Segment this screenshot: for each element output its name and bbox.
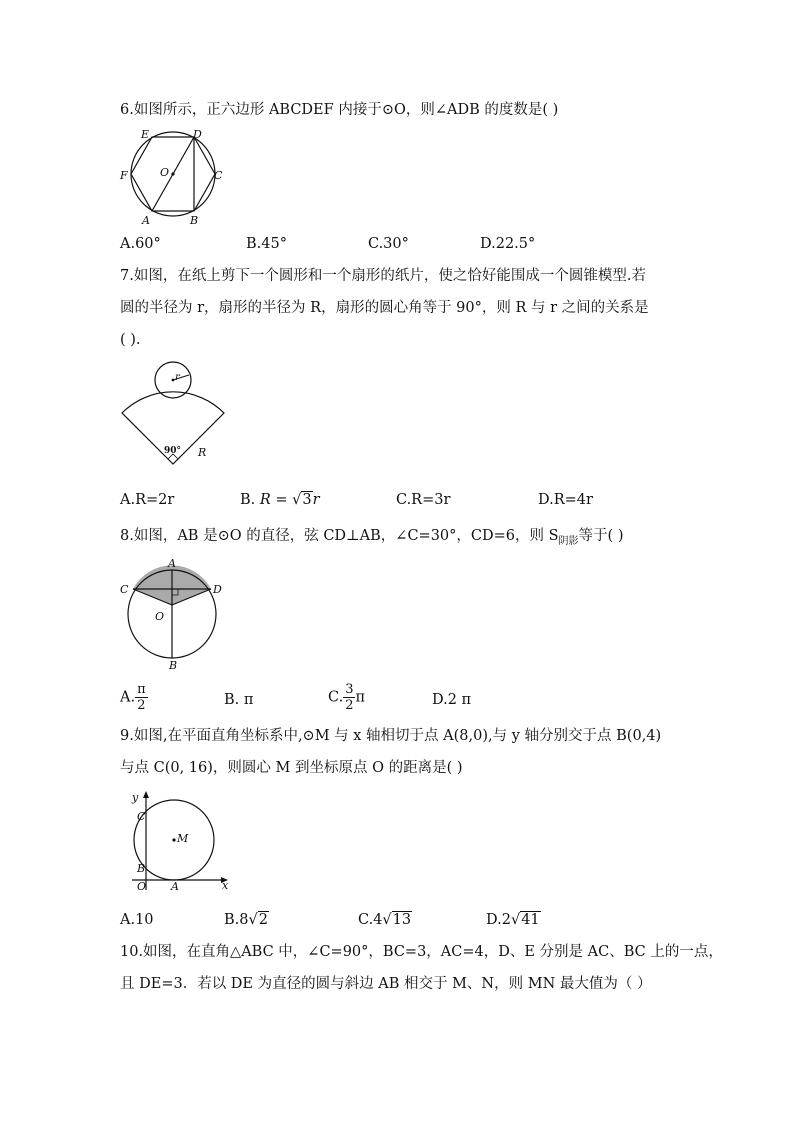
q9-option-d-root: 41 xyxy=(521,912,540,928)
q8-option-c-suffix: π xyxy=(355,689,365,706)
q6-label-f: F xyxy=(120,169,128,182)
q10-line-2: 且 DE=3．若以 DE 为直径的圆与斜边 AB 相交于 M、N，则 MN 最大值为（ ） xyxy=(120,976,652,992)
q7-line-2: 圆的半径为 r，扇形的半径为 R，扇形的圆心角等于 90°，则 R 与 r 之间的关系是 xyxy=(120,300,649,316)
q9-option-c: C.4√13 xyxy=(358,912,412,928)
q7-line-3: ( ). xyxy=(120,332,141,348)
q8-text-after: 等于( ) xyxy=(578,528,624,544)
q7-option-d: D.R=4r xyxy=(538,492,593,508)
q6-option-a: A.60° xyxy=(120,236,161,252)
q8-option-c-fraction xyxy=(343,682,355,713)
q8-option-a-numerator: π xyxy=(137,682,146,697)
q9-line-2: 与点 C(0, 16)，则圆心 M 到坐标原点 O 的距离是( ) xyxy=(120,760,463,776)
q8-option-c-numerator: 3 xyxy=(345,682,354,697)
q6-option-b: B.45° xyxy=(246,236,287,252)
q9-label-y: y xyxy=(132,791,139,804)
q7-option-b-root: 3 xyxy=(302,492,312,508)
q8-option-a xyxy=(120,682,148,713)
q8-text xyxy=(120,526,623,552)
q6-label-o: O xyxy=(160,166,170,179)
q6-label-c: C xyxy=(214,169,223,182)
q9-option-b: B.8√2 xyxy=(224,912,268,928)
q7-option-b-var: r xyxy=(312,492,320,508)
q8-text-before: 8.如图，AB 是⊙O 的直径，弦 CD⊥AB，∠C=30°，CD=6，则 S xyxy=(120,528,559,544)
q9-option-b-root: 2 xyxy=(258,912,268,928)
q9-label-x: x xyxy=(222,879,229,892)
q9-label-c: C xyxy=(137,810,146,823)
q9-option-d-prefix: D.2 xyxy=(486,912,511,928)
q9-center-dot xyxy=(172,838,175,841)
q8-label-a: A xyxy=(168,557,176,570)
q8-label-c: C xyxy=(120,583,129,596)
q9-label-o: O xyxy=(137,880,147,893)
q8-label-d: D xyxy=(213,583,222,596)
q7-figure xyxy=(118,358,228,470)
q7-label-angle: 90° xyxy=(164,446,182,456)
q9-line-1: 9.如图,在平面直角坐标系中,⊙M 与 x 轴相切于点 A(8,0),与 y 轴分别交于点 B(0,4) xyxy=(120,728,662,744)
q10-line-1: 10.如图，在直角△ABC 中，∠C=90°，BC=3，AC=4，D、E 分别是 AC、BC 上的一点， xyxy=(120,944,723,960)
q7-label-r: r xyxy=(175,372,180,383)
q9-label-a: A xyxy=(171,880,179,893)
q7-option-b-prefix: B. xyxy=(240,492,256,508)
q9-figure xyxy=(118,788,234,894)
q7-option-b: B. R = √3r xyxy=(240,492,320,508)
q9-y-arrow xyxy=(143,791,149,798)
q6-center-dot xyxy=(171,172,174,175)
q6-option-d: D.22.5° xyxy=(480,236,536,252)
q8-subscript: 阴影 xyxy=(558,535,579,547)
q6-text: 6.如图所示，正六边形 ABCDEF 内接于⊙O，则∠ADB 的度数是( ) xyxy=(120,102,559,118)
q8-option-a-denominator: 2 xyxy=(137,698,146,713)
q8-label-b: B xyxy=(169,659,178,672)
q8-option-c xyxy=(328,682,365,713)
q9-option-d: D.2√41 xyxy=(486,912,540,928)
q6-label-b: B xyxy=(190,214,199,227)
q8-option-a-fraction xyxy=(135,682,148,713)
q6-option-c: C.30° xyxy=(368,236,409,252)
q8-figure xyxy=(118,554,230,670)
q9-option-c-prefix: C.4 xyxy=(358,912,383,928)
q6-figure xyxy=(118,128,228,226)
q9-label-m: M xyxy=(177,832,189,845)
q6-label-a: A xyxy=(142,214,150,227)
q9-option-b-prefix: B.8 xyxy=(224,912,249,928)
q8-option-c-denominator: 2 xyxy=(345,698,354,713)
q7-line-1: 7.如图，在纸上剪下一个圆形和一个扇形的纸片，使之恰好能围成一个圆锥模型.若 xyxy=(120,268,646,284)
q8-option-a-prefix: A. xyxy=(120,689,136,706)
q6-label-e: E xyxy=(141,128,150,141)
q7-label-big-r: R xyxy=(198,446,207,459)
q8-option-d: D.2 π xyxy=(432,692,472,708)
q7-option-a: A.R=2r xyxy=(120,492,175,508)
q8-option-b: B. π xyxy=(224,692,254,708)
q7-option-b-lhs: R = xyxy=(259,492,288,508)
q8-option-c-prefix: C. xyxy=(328,689,344,706)
q6-label-d: D xyxy=(193,128,202,141)
q9-label-b: B xyxy=(137,862,146,875)
q9-option-c-root: 13 xyxy=(392,912,412,928)
q7-option-c: C.R=3r xyxy=(396,492,451,508)
q9-option-a: A.10 xyxy=(120,912,154,928)
q8-label-o: O xyxy=(155,610,165,623)
